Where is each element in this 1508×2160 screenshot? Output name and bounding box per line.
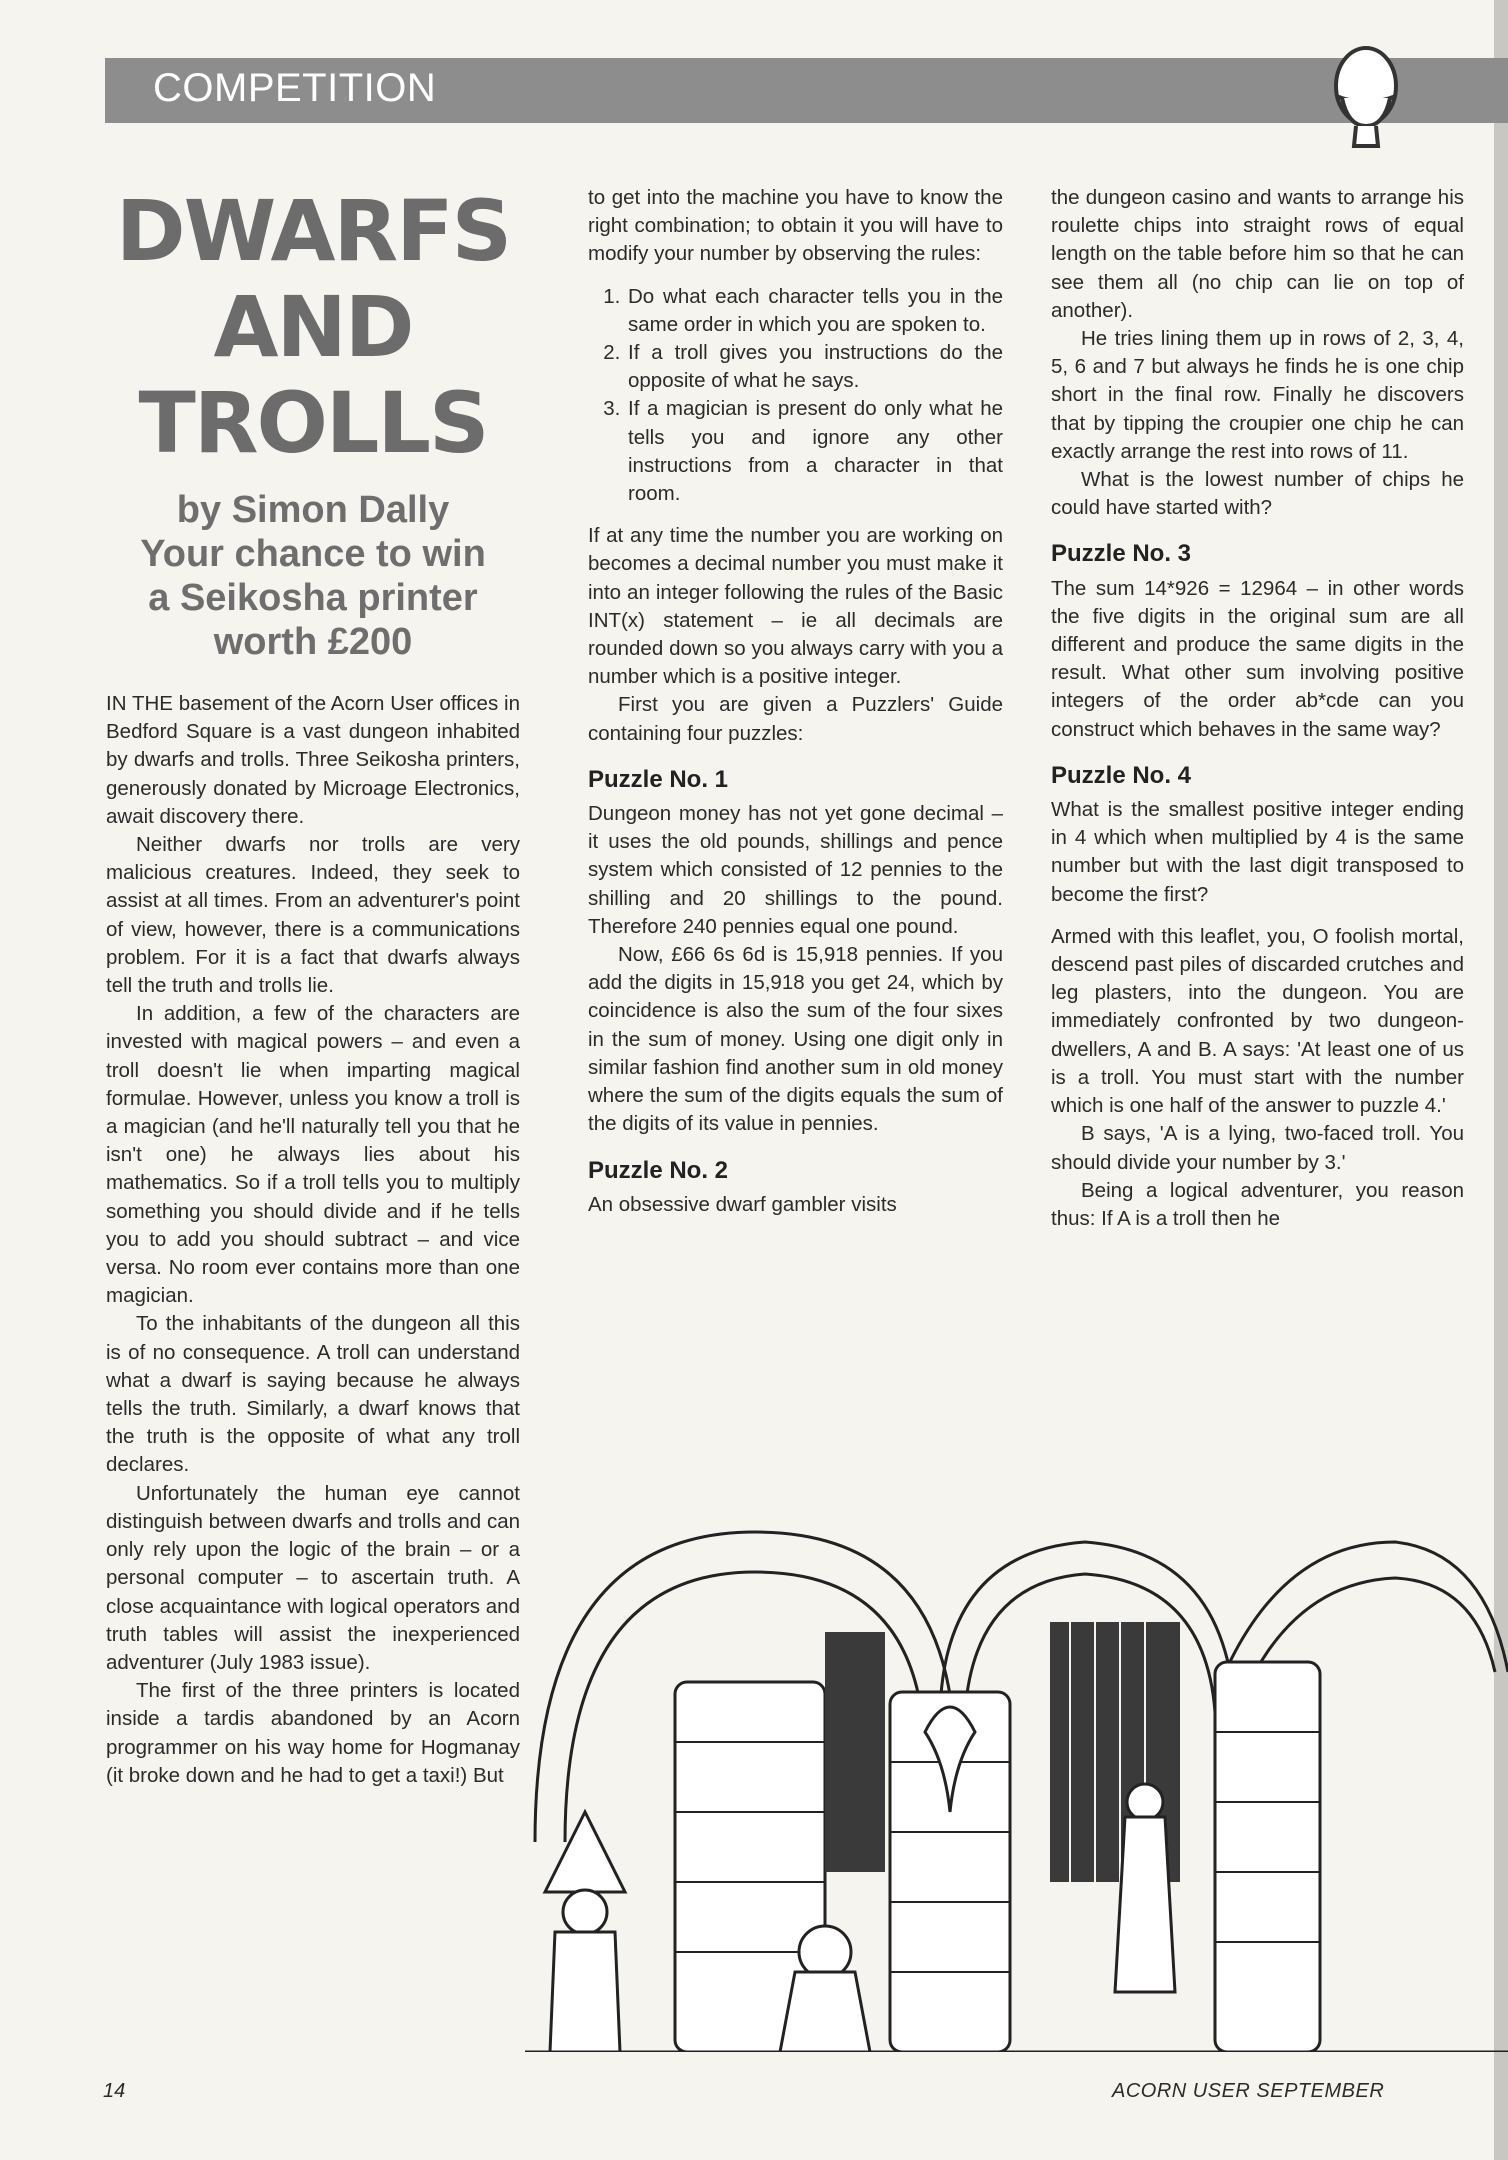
byline-line: a Seikosha printer: [148, 577, 478, 619]
paragraph: He tries lining them up in rows of 2, 3, 4, 5, 6 and 7 but always he finds he is one chip short in the final row. Finally he discovers that by tipping the croupier one chip he can exactly arrange the rest into rows of 11.: [1051, 327, 1464, 463]
rule-item: 2. If a troll gives you instructions do the opposite of what he says.: [626, 339, 1003, 395]
paragraph: In addition, a few of the characters are invested with magical powers – and even a troll doesn't lie when imparting magical formulae. However, unless you know a troll is a magician (and he'll naturally tell you that he isn't one) he always lies about his mathematics. So if a troll tells you to multiply something you should divide and if he tells you to add you should subtract – and vice versa. No room ever contains more than one magician.: [106, 1002, 520, 1308]
column-3: [1051, 184, 1464, 1233]
title-line: DWARFS: [115, 182, 511, 280]
paragraph: to get into the machine you have to know the right combination; to obtain it you will have to modify your number by observing the rules:: [588, 186, 1003, 266]
paragraph: The sum 14*926 = 12964 – in other words the five digits in the original sum are all different and produce the same digits in the result. What other sum involving positive integers of the order ab*cde can you construct which behaves in the same way?: [1051, 576, 1464, 741]
paragraph: To the inhabitants of the dungeon all this is of no consequence. A troll can understand what a dwarf is saying because he always tells the truth. Similarly, a dwarf knows that the truth is the opposite of what any troll declares.: [106, 1312, 520, 1477]
paragraph: What is the smallest positive integer ending in 4 which when multiplied by 4 is the same number but with the last digit transposed to become the first?: [1051, 798, 1464, 906]
dungeon-illustration: [525, 1512, 1508, 2052]
paragraph: The first of the three printers is located inside a tardis abandoned by an Acorn programmer on his way home for Hogmanay (it broke down and he had to get a taxi!) But: [106, 1679, 520, 1787]
puzzle-heading: Puzzle No. 1: [588, 765, 729, 793]
paragraph: Neither dwarfs nor trolls are very malicious creatures. Indeed, they seek to assist at all times. From an adventurer's point of view, however, there is a communications problem. For it is a fact that dwarfs always tell the truth and trolls lie.: [106, 833, 520, 998]
paragraph: What is the lowest number of chips he could have started with?: [1051, 468, 1464, 520]
article-title: [106, 183, 520, 471]
section-banner: [105, 58, 1508, 123]
byline-line: by Simon Dally: [176, 489, 450, 531]
column-1: [106, 690, 520, 1790]
rule-item: 1. Do what each character tells you in the same order in which you are spoken to.: [626, 283, 1003, 339]
rules-list: [588, 283, 1003, 509]
column-2: [588, 184, 1003, 1219]
byline-line: worth £200: [213, 621, 413, 663]
paragraph: Unfortunately the human eye cannot distinguish between dwarfs and trolls and can only rely upon the logic of the brain – or a personal computer – to ascertain truth. A close acquaintance with logical operators and truth tables will assist the inexperienced adventurer (July 1983 issue).: [106, 1481, 520, 1674]
paragraph: B says, 'A is a lying, two-faced troll. You should divide your number by 3.': [1051, 1122, 1464, 1174]
paragraph: the dungeon casino and wants to arrange his roulette chips into straight rows of equal length on the table before him so that he can see them all (no chip can lie on top of another).: [1051, 186, 1464, 322]
paragraph: Dungeon money has not yet gone decimal – it uses the old pounds, shillings and pence system which consisted of 12 pennies to the shilling and 20 shillings to the pound. Therefore 240 pennies equal one pound.: [588, 802, 1003, 938]
paragraph: Armed with this leaflet, you, O foolish mortal, descend past piles of discarded crutches and leg plasters, into the dungeon. You are immediately confronted by two dungeon-dwellers, A and B. A says: 'At least one of us is a troll. You must start with the number which is one half of the answer to puzzle 4.': [1051, 924, 1464, 1118]
section-label: COMPETITION: [153, 66, 437, 110]
paragraph: Now, £66 6s 6d is 15,918 pennies. If you add the digits in 15,918 you get 24, which by coincidence is also the sum of the four sixes in the sum of money. Using one digit only in similar fashion find another sum in old money where the sum of the digits equals the sum of the digits of its value in pennies.: [588, 943, 1003, 1136]
page-number: 14: [103, 2080, 126, 2102]
paragraph: IN THE basement of the Acorn User offices in Bedford Square is a vast dungeon inhabited by dwarfs and trolls. Three Seikosha printers, generously donated by Microage Electronics, await discovery there.: [106, 692, 520, 828]
title-line: AND: [213, 278, 413, 376]
paragraph: An obsessive dwarf gambler visits: [588, 1192, 897, 1216]
puzzle-heading: Puzzle No. 2: [588, 1156, 729, 1184]
puzzle-heading: Puzzle No. 4: [1051, 761, 1192, 789]
title-line: TROLLS: [138, 374, 488, 472]
byline-line: Your chance to win: [140, 533, 486, 575]
puzzle-heading: Puzzle No. 3: [1051, 540, 1192, 568]
byline: [106, 488, 520, 664]
paragraph: If at any time the number you are working on becomes a decimal number you must make it into an integer following the rules of the Basic INT(x) statement – ie all decimals are rounded down so you always carry with you a number which is a positive integer.: [588, 524, 1003, 689]
paragraph: First you are given a Puzzlers' Guide containing four puzzles:: [588, 693, 1003, 745]
egg-cup-icon: [1318, 38, 1414, 158]
magazine-footer: ACORN USER SEPTEMBER: [1112, 2080, 1385, 2102]
rule-item: 3. If a magician is present do only what he tells you and ignore any other instructions from a character in that room.: [626, 395, 1003, 508]
paragraph: Being a logical adventurer, you reason thus: If A is a troll then he: [1051, 1178, 1464, 1230]
